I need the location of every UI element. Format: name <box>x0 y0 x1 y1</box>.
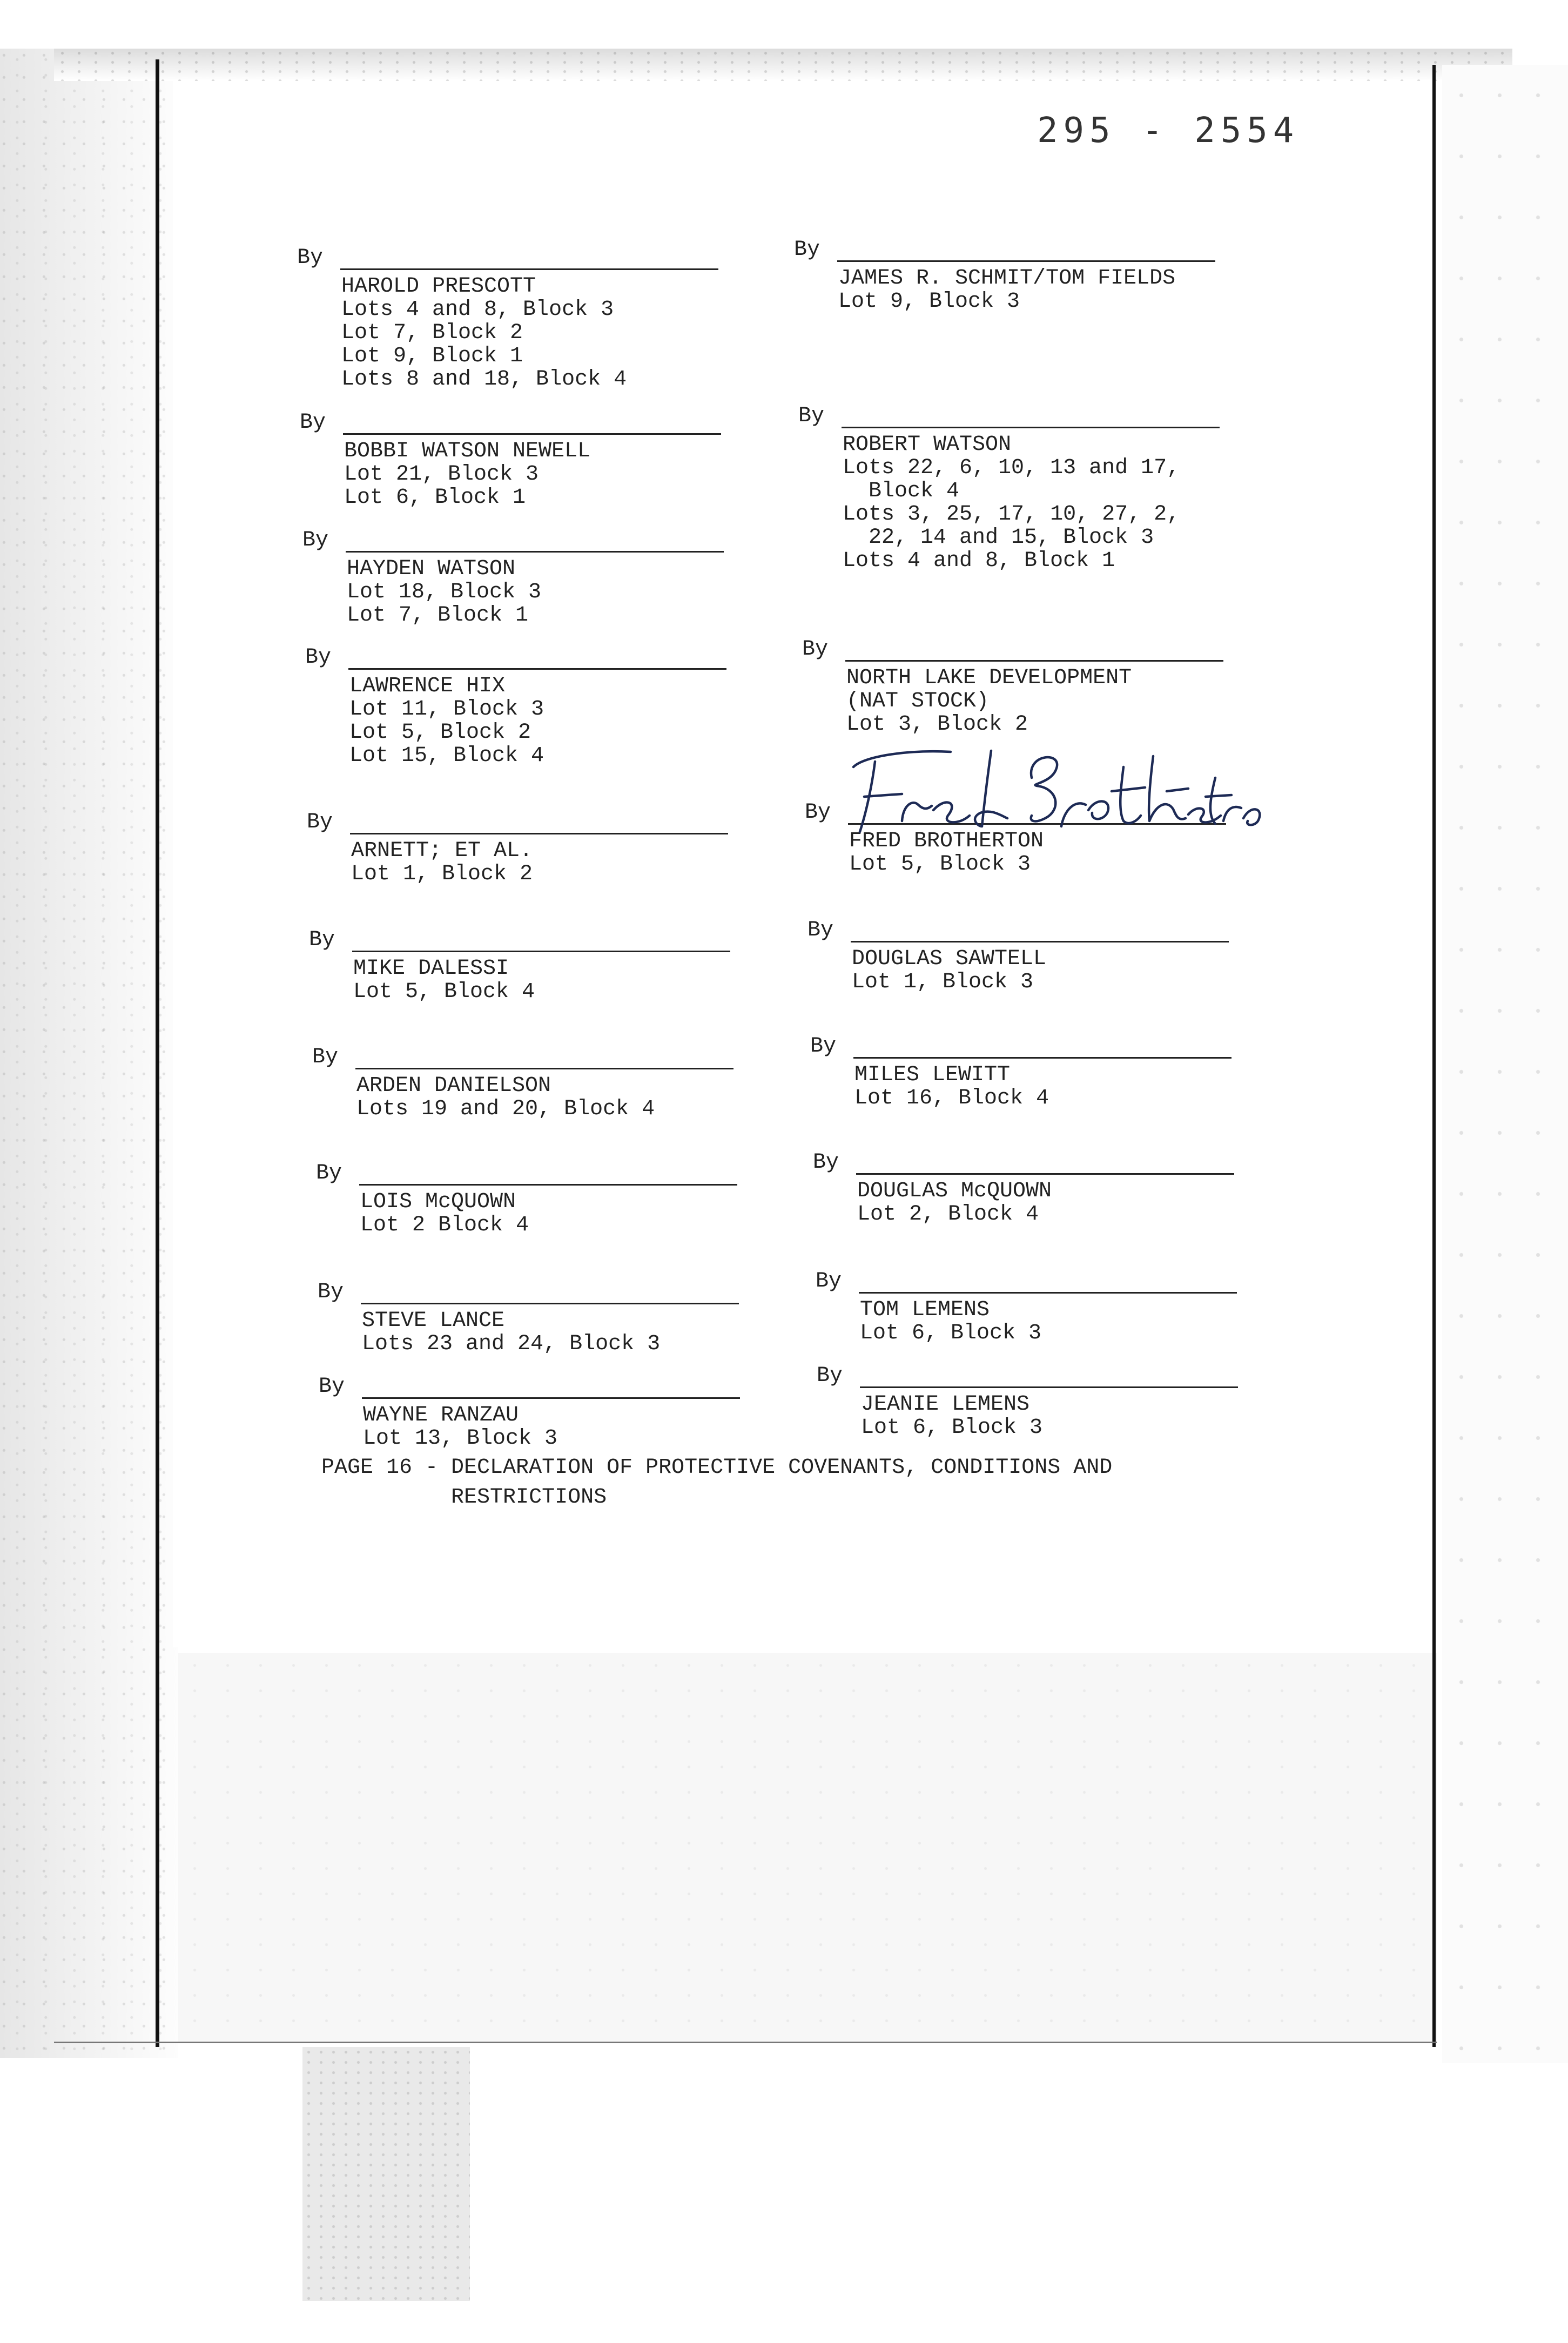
lot-description: Lot 18, Block 3 Lot 7, Block 1 <box>347 580 542 628</box>
scan-bottom-tab <box>302 2047 470 2301</box>
lot-description: Lot 5, Block 4 <box>353 980 535 1004</box>
page-footer-caption: PAGE 16 - DECLARATION OF PROTECTIVE COVENANTS, CONDITIONS AND RESTRICTIONS <box>321 1456 1113 1510</box>
signatory-name: STEVE LANCE <box>362 1309 505 1333</box>
lot-description: Lot 1, Block 2 <box>351 862 533 886</box>
recording-page-number: 295 - 2554 <box>1037 111 1300 151</box>
signature-line <box>851 941 1229 942</box>
lot-description: Lots 19 and 20, Block 4 <box>356 1097 655 1121</box>
by-label: By <box>309 928 335 952</box>
signature-line <box>361 1303 739 1304</box>
lot-description: Lot 13, Block 3 <box>363 1426 558 1451</box>
signatory-name: ARNETT; ET AL. <box>351 839 533 863</box>
frame-line-right <box>1432 65 1436 2047</box>
signatory-name: LOIS McQUOWN <box>360 1190 516 1214</box>
signatory-name: JAMES R. SCHMIT/TOM FIELDS <box>838 266 1176 291</box>
by-label: By <box>312 1045 339 1069</box>
signatory-name: HAYDEN WATSON <box>347 557 516 581</box>
lot-description: Lot 11, Block 3 Lot 5, Block 2 Lot 15, Block 4 <box>349 697 544 768</box>
signatory-name: MILES LEWITT <box>854 1063 1011 1087</box>
by-label: By <box>807 918 834 942</box>
signatory-name: DOUGLAS McQUOWN <box>857 1179 1052 1203</box>
signature-line <box>856 1173 1234 1175</box>
by-label: By <box>817 1364 843 1388</box>
signature-line <box>359 1184 737 1186</box>
by-label: By <box>297 246 324 270</box>
signature-line <box>348 668 726 670</box>
signatory-name: ROBERT WATSON <box>843 433 1012 457</box>
by-label: By <box>805 800 831 825</box>
signature-line <box>346 551 724 553</box>
by-label: By <box>318 1280 344 1304</box>
by-label: By <box>813 1150 839 1175</box>
signature-line <box>837 260 1215 262</box>
by-label: By <box>810 1034 837 1059</box>
signature-line <box>340 268 718 270</box>
frame-line-bottom <box>54 2042 1437 2043</box>
signature-line <box>842 427 1220 428</box>
by-label: By <box>798 404 825 428</box>
by-label: By <box>816 1269 842 1294</box>
by-label: By <box>316 1161 342 1186</box>
lot-description: Lot 6, Block 3 <box>860 1321 1042 1345</box>
frame-line-left <box>156 59 159 2047</box>
by-label: By <box>802 637 829 662</box>
lot-description: Lot 2 Block 4 <box>360 1213 529 1237</box>
lot-description: Lot 3, Block 2 <box>846 712 1028 737</box>
lot-description: Lot 2, Block 4 <box>857 1202 1039 1227</box>
signature-line <box>343 433 721 435</box>
by-label: By <box>300 410 326 435</box>
by-label: By <box>319 1375 345 1399</box>
signature-line <box>860 1386 1238 1388</box>
lot-description: Lot 6, Block 3 <box>861 1416 1043 1440</box>
signature-line <box>853 1057 1231 1059</box>
scan-noise-left-edge <box>0 49 178 2058</box>
signature-line <box>859 1292 1237 1294</box>
signatory-name: NORTH LAKE DEVELOPMENT (NAT STOCK) <box>846 666 1132 713</box>
signatory-name: TOM LEMENS <box>860 1298 990 1322</box>
signatory-name: MIKE DALESSI <box>353 957 509 981</box>
handwritten-signature <box>843 745 1264 837</box>
signatory-name: HAROLD PRESCOTT <box>341 274 536 299</box>
signatory-name: LAWRENCE HIX <box>349 674 506 698</box>
lot-description: Lots 22, 6, 10, 13 and 17, Block 4 Lots 3, 25, 17, 10, 27, 2, 22, 14 and 15, Block 3 Lots 4 and 8, Block 1 <box>843 456 1180 573</box>
scan-noise-top-edge <box>54 49 1512 81</box>
scan-noise-right-edge <box>1442 65 1568 2063</box>
signatory-name: WAYNE RANZAU <box>363 1403 519 1428</box>
signature-line <box>355 1068 733 1069</box>
by-label: By <box>305 645 332 670</box>
signature-line <box>350 833 728 834</box>
signatory-name: BOBBI WATSON NEWELL <box>344 439 591 463</box>
lot-description: Lot 1, Block 3 <box>852 970 1034 994</box>
lot-description: Lots 23 and 24, Block 3 <box>362 1332 661 1356</box>
lot-description: Lot 9, Block 3 <box>838 289 1020 314</box>
lot-description: Lot 21, Block 3 Lot 6, Block 1 <box>344 462 539 510</box>
scan-lower-band <box>178 1653 1437 2042</box>
signature-line <box>352 951 730 952</box>
by-label: By <box>307 810 333 834</box>
by-label: By <box>302 528 329 553</box>
signatory-name: JEANIE LEMENS <box>861 1392 1030 1417</box>
lot-description: Lot 5, Block 3 <box>849 852 1031 877</box>
signatory-name: FRED BROTHERTON <box>849 829 1044 853</box>
lot-description: Lot 16, Block 4 <box>854 1086 1049 1110</box>
lot-description: Lots 4 and 8, Block 3 Lot 7, Block 2 Lot 9, Block 1 Lots 8 and 18, Block 4 <box>341 298 627 392</box>
by-label: By <box>794 238 820 262</box>
signature-line <box>845 660 1223 662</box>
signatory-name: ARDEN DANIELSON <box>356 1074 551 1098</box>
signatory-name: DOUGLAS SAWTELL <box>852 947 1047 971</box>
signature-line <box>362 1397 740 1399</box>
